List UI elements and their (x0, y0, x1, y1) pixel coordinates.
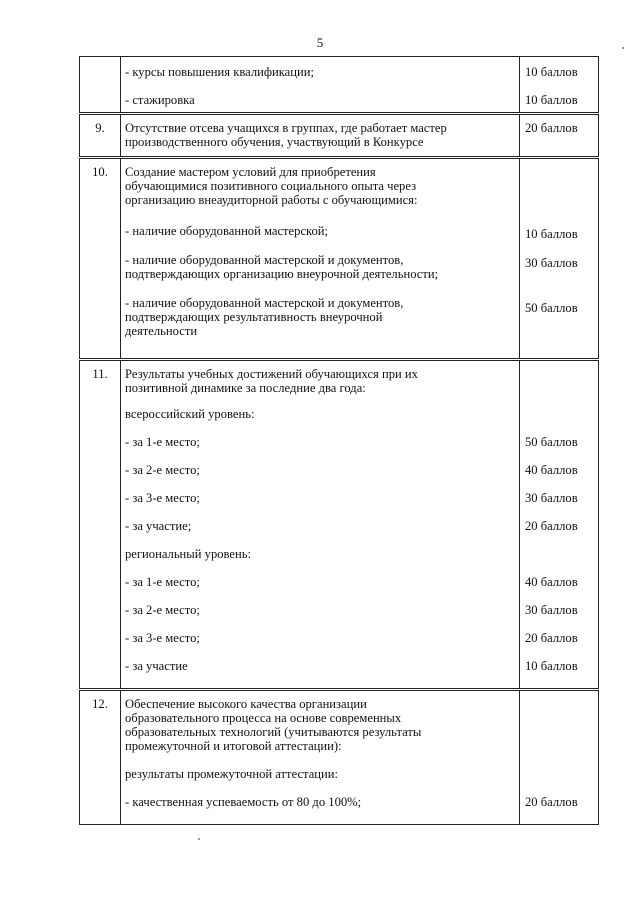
points-cell (520, 360, 599, 690)
level-heading: региональный уровень: (125, 547, 251, 561)
points-cell (520, 158, 599, 360)
points-value: 10 баллов (525, 93, 578, 107)
criterion-line: деятельности (125, 324, 198, 338)
criterion-line: - за 2-е место; (125, 603, 200, 617)
table-row (80, 690, 599, 825)
criterion-line: - за участие (125, 659, 188, 673)
criteria-table (79, 56, 599, 825)
points-value: 40 баллов (525, 575, 578, 589)
criterion-line: Создание мастером условий для приобретения (125, 165, 376, 179)
points-value: 30 баллов (525, 603, 578, 617)
scan-speck (198, 838, 200, 840)
criterion-line: образовательного процесса на основе современных (125, 711, 402, 725)
criterion-line: позитивной динамике за последние два года: (125, 381, 366, 395)
points-value: 20 баллов (525, 121, 578, 135)
points-value: 20 баллов (525, 519, 578, 533)
scan-speck (622, 47, 624, 49)
criterion-line: - наличие оборудованной мастерской и документов, (125, 253, 404, 267)
criterion-cell (121, 114, 520, 158)
criterion-line: обучающимися позитивного социального опыта через (125, 179, 417, 193)
points-value: 30 баллов (525, 256, 578, 270)
points-value: 50 баллов (525, 435, 578, 449)
points-value: 20 баллов (525, 795, 578, 809)
criterion-line: - наличие оборудованной мастерской и документов, (125, 296, 404, 310)
points-value: 50 баллов (525, 301, 578, 315)
row-number-cell (80, 57, 121, 114)
points-cell (520, 57, 599, 114)
row-number: 9. (80, 114, 121, 158)
points-cell (520, 114, 599, 158)
criterion-line: - за 2-е место; (125, 463, 200, 477)
criterion-line: Обеспечение высокого качества организации (125, 697, 367, 711)
row-number: 11. (80, 360, 121, 690)
table-row (80, 360, 599, 690)
criterion-line: Отсутствие отсева учащихся в группах, где работает мастер (125, 121, 447, 135)
criterion-line: промежуточной и итоговой аттестации): (125, 739, 342, 753)
criterion-line: подтверждающих организацию внеурочной деятельности; (125, 267, 439, 281)
criterion-line: - за 3-е место; (125, 491, 200, 505)
criterion-line: организацию внеаудиторной работы с обучающимися: (125, 193, 418, 207)
criterion-line: - качественная успеваемость от 80 до 100%; (125, 795, 362, 809)
criterion-line: - стажировка (125, 93, 195, 107)
criterion-line: - курсы повышения квалификации; (125, 65, 314, 79)
page-number: 5 (316, 35, 324, 50)
table-row (80, 158, 599, 360)
criterion-line: производственного обучения, участвующий в Конкурсе (125, 135, 424, 149)
criterion-line: Результаты учебных достижений обучающихся при их (125, 367, 418, 381)
points-cell (520, 690, 599, 825)
criterion-cell (121, 57, 520, 114)
sub-heading: результаты промежуточной аттестации: (125, 767, 339, 781)
criterion-line: - за 1-е место; (125, 435, 200, 449)
table-row (80, 57, 599, 114)
level-heading: всероссийский уровень: (125, 407, 255, 421)
criterion-line: - за 3-е место; (125, 631, 200, 645)
points-value: 10 баллов (525, 659, 578, 673)
table-row (80, 114, 599, 158)
points-value: 10 баллов (525, 227, 578, 241)
row-number: 10. (80, 158, 121, 360)
criterion-cell (121, 158, 520, 360)
criterion-line: - за 1-е место; (125, 575, 200, 589)
points-value: 10 баллов (525, 65, 578, 79)
points-value: 40 баллов (525, 463, 578, 477)
criterion-cell (121, 360, 520, 690)
criterion-cell (121, 690, 520, 825)
criterion-line: образовательных технологий (учитываются результаты (125, 725, 422, 739)
points-value: 20 баллов (525, 631, 578, 645)
points-value: 30 баллов (525, 491, 578, 505)
criterion-line: подтверждающих результативность внеурочной (125, 310, 383, 324)
row-number: 12. (80, 690, 121, 825)
criterion-line: - за участие; (125, 519, 192, 533)
criterion-line: - наличие оборудованной мастерской; (125, 224, 329, 238)
